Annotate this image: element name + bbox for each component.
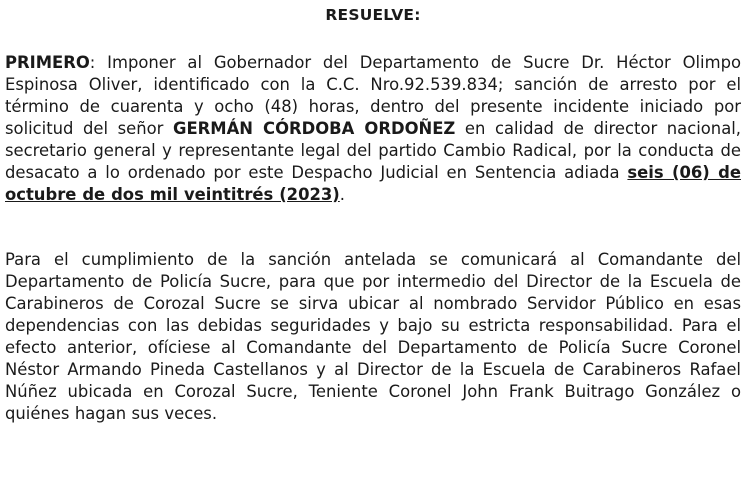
sentence-date: seis (06) de octubre de dos mil veintitrés (2023) <box>5 163 741 204</box>
paragraph-primero <box>5 52 741 206</box>
section-heading: RESUELVE: <box>325 6 421 24</box>
primero-text-b: en calidad de director nacional, secretario general y representante legal del partido Cambio Radical, por la conducta de desacato a lo ordenado por este Despacho Judicial en Sentencia adiada <box>5 119 742 182</box>
paragraph-cumplimiento: Para el cumplimiento de la sanción antelada se comunicará al Comandante del Departamento de Policía Sucre, para que por intermedio del Director de la Escuela de Carabineros de Corozal Sucre se sirva ubicar al nombrado Servidor Público en esas dependencias con las debidas seguridades y bajo su estricta responsabilidad. Para el efecto anterior, ofíciese al Comandante del Departamento de Policía Sucre Coronel Néstor Armando Pineda Castellanos y al Director de la Escuela de Carabineros Rafael Núñez ubicada en Corozal Sucre, Teniente Coronel John Frank Buitrago González o quiénes hagan sus veces. <box>5 250 741 423</box>
primero-text-c: . <box>339 185 346 204</box>
primero-text-a: : Imponer al Gobernador del Departamento de Sucre Dr. Héctor Olimpo Espinosa Oliver, identificado con la C.C. Nro.92.539.834; sanción de arresto por el término de cuarenta y ocho (48) horas, dentro del presente incidente iniciado por solicitud del señor <box>5 53 741 138</box>
petitioner-name: GERMÁN CÓRDOBA ORDOÑEZ <box>173 119 456 138</box>
primero-label: PRIMERO <box>5 53 90 72</box>
